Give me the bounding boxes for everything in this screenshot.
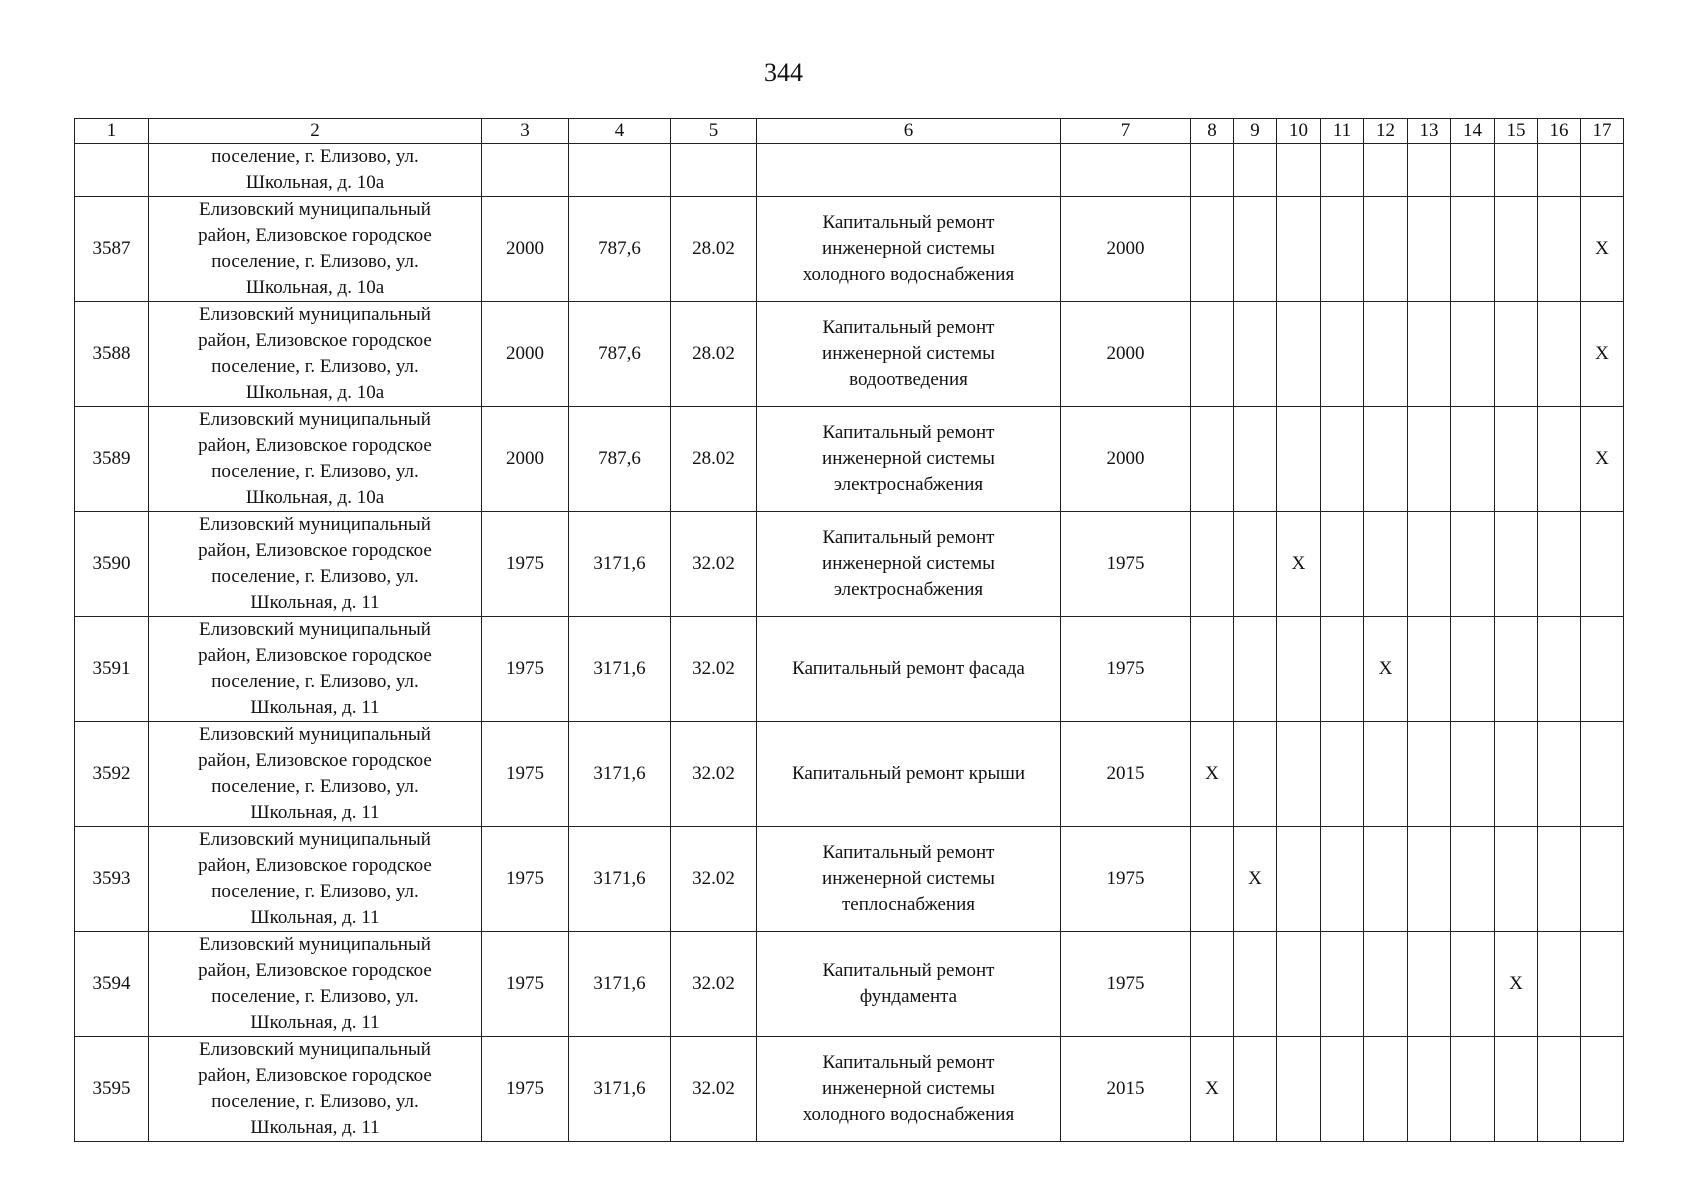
mark-cell-col-16 bbox=[1538, 827, 1581, 932]
mark-cell-col-13 bbox=[1408, 827, 1451, 932]
continuation-cell-10 bbox=[1277, 144, 1321, 197]
year-built-cell: 2000 bbox=[482, 197, 569, 302]
mark-cell-col-14 bbox=[1451, 722, 1495, 827]
row-number: 3591 bbox=[75, 617, 149, 722]
mark-cell-col-10 bbox=[1277, 197, 1321, 302]
mark-cell-col-13 bbox=[1408, 1037, 1451, 1142]
mark-cell-col-13 bbox=[1408, 407, 1451, 512]
mark-cell-col-12 bbox=[1364, 932, 1408, 1037]
mark-cell-col-9 bbox=[1234, 722, 1277, 827]
mark-cell-col-11 bbox=[1321, 722, 1364, 827]
mark-cell-col-11 bbox=[1321, 827, 1364, 932]
year-cell: 1975 bbox=[1061, 512, 1191, 617]
mark-cell-col-13 bbox=[1408, 197, 1451, 302]
area-cell: 787,6 bbox=[569, 407, 671, 512]
mark-cell-col-8 bbox=[1191, 827, 1234, 932]
mark-cell-col-8 bbox=[1191, 512, 1234, 617]
mark-cell-col-11 bbox=[1321, 1037, 1364, 1142]
area-cell: 3171,6 bbox=[569, 617, 671, 722]
mark-cell-col-12 bbox=[1364, 302, 1408, 407]
mark-cell-col-12 bbox=[1364, 1037, 1408, 1142]
code-cell: 28.02 bbox=[671, 197, 757, 302]
mark-cell-col-11 bbox=[1321, 302, 1364, 407]
work-type-cell: Капитальный ремонт фундамента bbox=[757, 932, 1061, 1037]
continuation-cell-4 bbox=[569, 144, 671, 197]
continuation-cell-16 bbox=[1538, 144, 1581, 197]
address-cell: Елизовский муниципальный район, Елизовское городское поселение, г. Елизово, ул. Школьная, д. 11 bbox=[149, 722, 482, 827]
year-built-cell: 1975 bbox=[482, 617, 569, 722]
address-cell: Елизовский муниципальный район, Елизовское городское поселение, г. Елизово, ул. Школьная, д. 11 bbox=[149, 512, 482, 617]
work-type-cell: Капитальный ремонт инженерной системы теплоснабжения bbox=[757, 827, 1061, 932]
year-cell: 2015 bbox=[1061, 1037, 1191, 1142]
year-cell: 2000 bbox=[1061, 407, 1191, 512]
work-type-cell: Капитальный ремонт инженерной системы водоотведения bbox=[757, 302, 1061, 407]
year-cell: 1975 bbox=[1061, 617, 1191, 722]
mark-cell-col-16 bbox=[1538, 1037, 1581, 1142]
area-cell: 3171,6 bbox=[569, 1037, 671, 1142]
mark-cell-col-17 bbox=[1581, 827, 1624, 932]
year-built-cell: 1975 bbox=[482, 512, 569, 617]
continuation-cell-6 bbox=[757, 144, 1061, 197]
continuation-cell-15 bbox=[1495, 144, 1538, 197]
area-cell: 787,6 bbox=[569, 302, 671, 407]
mark-cell-col-9 bbox=[1234, 512, 1277, 617]
mark-cell-col-9 bbox=[1234, 302, 1277, 407]
mark-cell-col-11 bbox=[1321, 197, 1364, 302]
mark-cell-col-14 bbox=[1451, 302, 1495, 407]
area-cell: 3171,6 bbox=[569, 722, 671, 827]
year-built-cell: 2000 bbox=[482, 407, 569, 512]
mark-cell-col-15 bbox=[1495, 197, 1538, 302]
code-cell: 32.02 bbox=[671, 932, 757, 1037]
mark-cell-col-10 bbox=[1277, 617, 1321, 722]
mark-cell-col-9 bbox=[1234, 407, 1277, 512]
mark-cell-col-10 bbox=[1277, 1037, 1321, 1142]
continuation-cell-14 bbox=[1451, 144, 1495, 197]
mark-cell-col-17: X bbox=[1581, 407, 1624, 512]
table-row bbox=[75, 512, 1624, 617]
year-built-cell: 1975 bbox=[482, 827, 569, 932]
work-type-cell: Капитальный ремонт инженерной системы электроснабжения bbox=[757, 407, 1061, 512]
year-cell: 2015 bbox=[1061, 722, 1191, 827]
year-built-cell: 2000 bbox=[482, 302, 569, 407]
row-number: 3590 bbox=[75, 512, 149, 617]
work-type-cell: Капитальный ремонт крыши bbox=[757, 722, 1061, 827]
mark-cell-col-13 bbox=[1408, 512, 1451, 617]
continuation-cell-5 bbox=[671, 144, 757, 197]
code-cell: 32.02 bbox=[671, 827, 757, 932]
column-header-10: 10 bbox=[1277, 119, 1321, 144]
column-header-14: 14 bbox=[1451, 119, 1495, 144]
work-type-cell: Капитальный ремонт инженерной системы холодного водоснабжения bbox=[757, 1037, 1061, 1142]
continuation-row bbox=[75, 144, 1624, 197]
work-type-cell: Капитальный ремонт инженерной системы электроснабжения bbox=[757, 512, 1061, 617]
mark-cell-col-16 bbox=[1538, 722, 1581, 827]
mark-cell-col-15 bbox=[1495, 407, 1538, 512]
column-header-4: 4 bbox=[569, 119, 671, 144]
address-cell: Елизовский муниципальный район, Елизовское городское поселение, г. Елизово, ул. Школьная, д. 11 bbox=[149, 1037, 482, 1142]
mark-cell-col-13 bbox=[1408, 617, 1451, 722]
work-type-cell: Капитальный ремонт фасада bbox=[757, 617, 1061, 722]
mark-cell-col-16 bbox=[1538, 407, 1581, 512]
mark-cell-col-10: X bbox=[1277, 512, 1321, 617]
mark-cell-col-9 bbox=[1234, 1037, 1277, 1142]
mark-cell-col-8 bbox=[1191, 932, 1234, 1037]
column-header-9: 9 bbox=[1234, 119, 1277, 144]
column-header-11: 11 bbox=[1321, 119, 1364, 144]
mark-cell-col-10 bbox=[1277, 722, 1321, 827]
row-number: 3595 bbox=[75, 1037, 149, 1142]
mark-cell-col-13 bbox=[1408, 932, 1451, 1037]
column-header-3: 3 bbox=[482, 119, 569, 144]
code-cell: 28.02 bbox=[671, 302, 757, 407]
mark-cell-col-9 bbox=[1234, 197, 1277, 302]
table-row bbox=[75, 407, 1624, 512]
year-cell: 1975 bbox=[1061, 932, 1191, 1037]
table-body bbox=[75, 119, 1624, 1142]
row-number: 3594 bbox=[75, 932, 149, 1037]
mark-cell-col-8 bbox=[1191, 407, 1234, 512]
address-cell: Елизовский муниципальный район, Елизовское городское поселение, г. Елизово, ул. Школьная, д. 11 bbox=[149, 932, 482, 1037]
table-row bbox=[75, 1037, 1624, 1142]
mark-cell-col-17 bbox=[1581, 1037, 1624, 1142]
mark-cell-col-16 bbox=[1538, 932, 1581, 1037]
mark-cell-col-14 bbox=[1451, 407, 1495, 512]
registry-table bbox=[74, 118, 1624, 1142]
mark-cell-col-11 bbox=[1321, 512, 1364, 617]
mark-cell-col-10 bbox=[1277, 407, 1321, 512]
year-built-cell: 1975 bbox=[482, 932, 569, 1037]
mark-cell-col-16 bbox=[1538, 617, 1581, 722]
page-number: 344 bbox=[764, 58, 803, 87]
continuation-cell-9 bbox=[1234, 144, 1277, 197]
row-number: 3589 bbox=[75, 407, 149, 512]
mark-cell-col-15 bbox=[1495, 617, 1538, 722]
continuation-cell-8 bbox=[1191, 144, 1234, 197]
mark-cell-col-15 bbox=[1495, 1037, 1538, 1142]
mark-cell-col-12 bbox=[1364, 722, 1408, 827]
column-header-17: 17 bbox=[1581, 119, 1624, 144]
mark-cell-col-17: X bbox=[1581, 302, 1624, 407]
mark-cell-col-16 bbox=[1538, 302, 1581, 407]
column-header-5: 5 bbox=[671, 119, 757, 144]
mark-cell-col-17 bbox=[1581, 512, 1624, 617]
area-cell: 3171,6 bbox=[569, 827, 671, 932]
row-number: 3588 bbox=[75, 302, 149, 407]
mark-cell-col-13 bbox=[1408, 302, 1451, 407]
mark-cell-col-16 bbox=[1538, 197, 1581, 302]
mark-cell-col-10 bbox=[1277, 827, 1321, 932]
mark-cell-col-14 bbox=[1451, 617, 1495, 722]
mark-cell-col-9: X bbox=[1234, 827, 1277, 932]
mark-cell-col-17 bbox=[1581, 617, 1624, 722]
mark-cell-col-12 bbox=[1364, 827, 1408, 932]
column-header-2: 2 bbox=[149, 119, 482, 144]
year-built-cell: 1975 bbox=[482, 1037, 569, 1142]
code-cell: 32.02 bbox=[671, 512, 757, 617]
mark-cell-col-10 bbox=[1277, 302, 1321, 407]
mark-cell-col-16 bbox=[1538, 512, 1581, 617]
mark-cell-col-15 bbox=[1495, 512, 1538, 617]
table-row bbox=[75, 722, 1624, 827]
column-header-8: 8 bbox=[1191, 119, 1234, 144]
column-header-1: 1 bbox=[75, 119, 149, 144]
mark-cell-col-8: X bbox=[1191, 1037, 1234, 1142]
continuation-cell-11 bbox=[1321, 144, 1364, 197]
address-cell: Елизовский муниципальный район, Елизовское городское поселение, г. Елизово, ул. Школьная, д. 11 bbox=[149, 617, 482, 722]
area-cell: 787,6 bbox=[569, 197, 671, 302]
year-cell: 1975 bbox=[1061, 827, 1191, 932]
mark-cell-col-8 bbox=[1191, 302, 1234, 407]
code-cell: 32.02 bbox=[671, 722, 757, 827]
mark-cell-col-11 bbox=[1321, 932, 1364, 1037]
work-type-cell: Капитальный ремонт инженерной системы холодного водоснабжения bbox=[757, 197, 1061, 302]
continuation-cell-2: поселение, г. Елизово, ул. Школьная, д. 10а bbox=[149, 144, 482, 197]
year-built-cell: 1975 bbox=[482, 722, 569, 827]
mark-cell-col-11 bbox=[1321, 617, 1364, 722]
table-row bbox=[75, 302, 1624, 407]
mark-cell-col-14 bbox=[1451, 512, 1495, 617]
mark-cell-col-13 bbox=[1408, 722, 1451, 827]
table-row bbox=[75, 617, 1624, 722]
mark-cell-col-12: X bbox=[1364, 617, 1408, 722]
mark-cell-col-14 bbox=[1451, 932, 1495, 1037]
column-header-13: 13 bbox=[1408, 119, 1451, 144]
mark-cell-col-10 bbox=[1277, 932, 1321, 1037]
mark-cell-col-17 bbox=[1581, 722, 1624, 827]
mark-cell-col-15 bbox=[1495, 722, 1538, 827]
table-row bbox=[75, 197, 1624, 302]
mark-cell-col-14 bbox=[1451, 197, 1495, 302]
column-header-16: 16 bbox=[1538, 119, 1581, 144]
mark-cell-col-8: X bbox=[1191, 722, 1234, 827]
address-cell: Елизовский муниципальный район, Елизовское городское поселение, г. Елизово, ул. Школьная, д. 10а bbox=[149, 302, 482, 407]
address-cell: Елизовский муниципальный район, Елизовское городское поселение, г. Елизово, ул. Школьная, д. 10а bbox=[149, 407, 482, 512]
mark-cell-col-17 bbox=[1581, 932, 1624, 1037]
table-header-row bbox=[75, 119, 1624, 144]
code-cell: 32.02 bbox=[671, 1037, 757, 1142]
column-header-12: 12 bbox=[1364, 119, 1408, 144]
mark-cell-col-8 bbox=[1191, 197, 1234, 302]
mark-cell-col-12 bbox=[1364, 197, 1408, 302]
row-number: 3593 bbox=[75, 827, 149, 932]
table-row bbox=[75, 932, 1624, 1037]
mark-cell-col-14 bbox=[1451, 827, 1495, 932]
year-cell: 2000 bbox=[1061, 197, 1191, 302]
table-row bbox=[75, 827, 1624, 932]
row-number: 3592 bbox=[75, 722, 149, 827]
address-cell: Елизовский муниципальный район, Елизовское городское поселение, г. Елизово, ул. Школьная, д. 10а bbox=[149, 197, 482, 302]
column-header-6: 6 bbox=[757, 119, 1061, 144]
area-cell: 3171,6 bbox=[569, 932, 671, 1037]
mark-cell-col-14 bbox=[1451, 1037, 1495, 1142]
mark-cell-col-15 bbox=[1495, 302, 1538, 407]
area-cell: 3171,6 bbox=[569, 512, 671, 617]
continuation-cell-7 bbox=[1061, 144, 1191, 197]
mark-cell-col-17: X bbox=[1581, 197, 1624, 302]
continuation-cell-13 bbox=[1408, 144, 1451, 197]
code-cell: 32.02 bbox=[671, 617, 757, 722]
mark-cell-col-9 bbox=[1234, 617, 1277, 722]
mark-cell-col-8 bbox=[1191, 617, 1234, 722]
mark-cell-col-15: X bbox=[1495, 932, 1538, 1037]
continuation-cell-1 bbox=[75, 144, 149, 197]
mark-cell-col-9 bbox=[1234, 932, 1277, 1037]
mark-cell-col-12 bbox=[1364, 407, 1408, 512]
mark-cell-col-15 bbox=[1495, 827, 1538, 932]
row-number: 3587 bbox=[75, 197, 149, 302]
year-cell: 2000 bbox=[1061, 302, 1191, 407]
continuation-cell-3 bbox=[482, 144, 569, 197]
address-cell: Елизовский муниципальный район, Елизовское городское поселение, г. Елизово, ул. Школьная, д. 11 bbox=[149, 827, 482, 932]
continuation-cell-12 bbox=[1364, 144, 1408, 197]
code-cell: 28.02 bbox=[671, 407, 757, 512]
column-header-7: 7 bbox=[1061, 119, 1191, 144]
continuation-cell-17 bbox=[1581, 144, 1624, 197]
mark-cell-col-12 bbox=[1364, 512, 1408, 617]
column-header-15: 15 bbox=[1495, 119, 1538, 144]
mark-cell-col-11 bbox=[1321, 407, 1364, 512]
